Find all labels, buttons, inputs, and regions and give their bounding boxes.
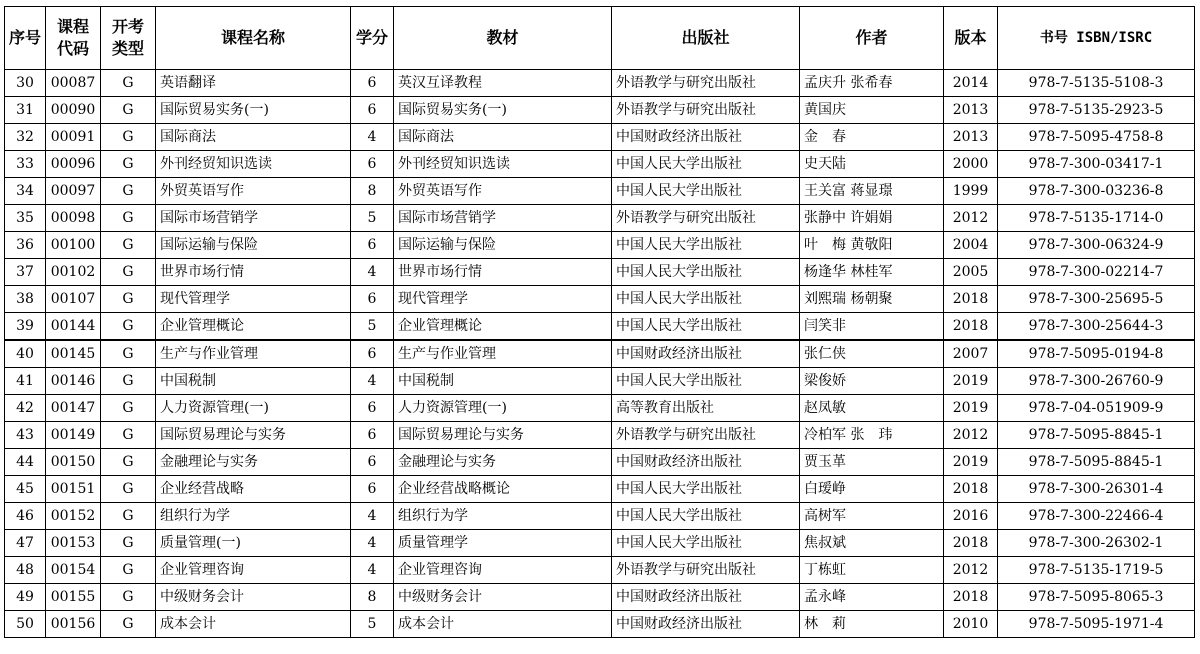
cell-course-code: 00156 <box>46 611 101 638</box>
cell-exam-type: G <box>101 232 156 259</box>
cell-credit: 4 <box>351 530 394 557</box>
cell-isbn: 978-7-300-26301-4 <box>998 476 1195 503</box>
cell-exam-type: G <box>101 124 156 151</box>
cell-textbook: 国际贸易理论与实务 <box>394 422 612 449</box>
cell-course-code: 00087 <box>46 70 101 97</box>
cell-edition: 2013 <box>944 97 998 124</box>
cell-course-name: 世界市场行情 <box>156 259 351 286</box>
cell-author: 杨逢华 林桂军 <box>800 259 944 286</box>
cell-edition: 2016 <box>944 503 998 530</box>
cell-textbook: 组织行为学 <box>394 503 612 530</box>
cell-course-name: 现代管理学 <box>156 286 351 313</box>
cell-publisher: 中国财政经济出版社 <box>612 124 800 151</box>
cell-isbn: 978-7-5095-4758-8 <box>998 124 1195 151</box>
cell-course-code: 00145 <box>46 340 101 368</box>
textbook-table <box>4 6 1195 638</box>
cell-seq: 34 <box>5 178 46 205</box>
cell-course-name: 成本会计 <box>156 611 351 638</box>
cell-seq: 41 <box>5 368 46 395</box>
cell-edition: 1999 <box>944 178 998 205</box>
cell-edition: 2004 <box>944 232 998 259</box>
cell-course-code: 00107 <box>46 286 101 313</box>
cell-publisher: 中国财政经济出版社 <box>612 449 800 476</box>
table-row <box>5 340 1195 368</box>
cell-edition: 2012 <box>944 557 998 584</box>
table-row <box>5 178 1195 205</box>
cell-edition: 2007 <box>944 340 998 368</box>
header-textbook: 教材 <box>394 7 612 70</box>
cell-isbn: 978-7-5135-1714-0 <box>998 205 1195 232</box>
cell-publisher: 中国财政经济出版社 <box>612 584 800 611</box>
cell-credit: 6 <box>351 476 394 503</box>
cell-author: 林 莉 <box>800 611 944 638</box>
cell-exam-type: G <box>101 313 156 341</box>
cell-seq: 36 <box>5 232 46 259</box>
header-row <box>5 7 1195 70</box>
cell-course-name: 企业管理咨询 <box>156 557 351 584</box>
cell-seq: 35 <box>5 205 46 232</box>
cell-seq: 33 <box>5 151 46 178</box>
cell-course-code: 00097 <box>46 178 101 205</box>
cell-textbook: 企业管理概论 <box>394 313 612 341</box>
cell-author: 金 春 <box>800 124 944 151</box>
cell-isbn: 978-7-5095-1971-4 <box>998 611 1195 638</box>
cell-textbook: 中国税制 <box>394 368 612 395</box>
cell-course-code: 00150 <box>46 449 101 476</box>
cell-edition: 2018 <box>944 313 998 341</box>
cell-isbn: 978-7-5095-0194-8 <box>998 340 1195 368</box>
cell-course-code: 00155 <box>46 584 101 611</box>
cell-credit: 6 <box>351 151 394 178</box>
cell-seq: 49 <box>5 584 46 611</box>
cell-course-name: 国际商法 <box>156 124 351 151</box>
cell-textbook: 外贸英语写作 <box>394 178 612 205</box>
cell-exam-type: G <box>101 286 156 313</box>
cell-exam-type: G <box>101 557 156 584</box>
cell-seq: 45 <box>5 476 46 503</box>
cell-author: 高树军 <box>800 503 944 530</box>
cell-exam-type: G <box>101 151 156 178</box>
cell-edition: 2019 <box>944 395 998 422</box>
table-row <box>5 395 1195 422</box>
cell-exam-type: G <box>101 368 156 395</box>
table-row <box>5 611 1195 638</box>
cell-course-code: 00090 <box>46 97 101 124</box>
cell-course-code: 00147 <box>46 395 101 422</box>
cell-isbn: 978-7-300-22466-4 <box>998 503 1195 530</box>
cell-exam-type: G <box>101 97 156 124</box>
cell-seq: 37 <box>5 259 46 286</box>
cell-course-name: 企业管理概论 <box>156 313 351 341</box>
table-body <box>5 70 1195 638</box>
cell-publisher: 中国人民大学出版社 <box>612 476 800 503</box>
cell-textbook: 国际商法 <box>394 124 612 151</box>
cell-edition: 2018 <box>944 584 998 611</box>
cell-exam-type: G <box>101 205 156 232</box>
cell-textbook: 现代管理学 <box>394 286 612 313</box>
cell-textbook: 成本会计 <box>394 611 612 638</box>
cell-author: 白瑷峥 <box>800 476 944 503</box>
cell-exam-type: G <box>101 476 156 503</box>
cell-course-code: 00154 <box>46 557 101 584</box>
cell-publisher: 中国财政经济出版社 <box>612 611 800 638</box>
cell-isbn: 978-7-300-25644-3 <box>998 313 1195 341</box>
cell-course-name: 国际贸易实务(一) <box>156 97 351 124</box>
cell-credit: 6 <box>351 395 394 422</box>
cell-exam-type: G <box>101 259 156 286</box>
cell-course-name: 国际贸易理论与实务 <box>156 422 351 449</box>
cell-edition: 2014 <box>944 70 998 97</box>
cell-course-name: 人力资源管理(一) <box>156 395 351 422</box>
cell-publisher: 外语教学与研究出版社 <box>612 557 800 584</box>
cell-seq: 42 <box>5 395 46 422</box>
cell-edition: 2000 <box>944 151 998 178</box>
cell-publisher: 中国人民大学出版社 <box>612 313 800 341</box>
cell-seq: 39 <box>5 313 46 341</box>
cell-author: 张静中 许娟娟 <box>800 205 944 232</box>
cell-edition: 2013 <box>944 124 998 151</box>
cell-course-code: 00153 <box>46 530 101 557</box>
cell-author: 冷柏军 张 玮 <box>800 422 944 449</box>
table-row <box>5 557 1195 584</box>
cell-isbn: 978-7-5135-2923-5 <box>998 97 1195 124</box>
cell-edition: 2018 <box>944 286 998 313</box>
cell-credit: 8 <box>351 178 394 205</box>
cell-credit: 5 <box>351 611 394 638</box>
cell-publisher: 高等教育出版社 <box>612 395 800 422</box>
cell-exam-type: G <box>101 395 156 422</box>
table-row <box>5 259 1195 286</box>
cell-course-name: 中级财务会计 <box>156 584 351 611</box>
cell-isbn: 978-7-300-03417-1 <box>998 151 1195 178</box>
cell-course-code: 00098 <box>46 205 101 232</box>
table-row <box>5 97 1195 124</box>
cell-author: 王关富 蒋显璟 <box>800 178 944 205</box>
header-edition: 版本 <box>944 7 998 70</box>
header-course-code: 课程代码 <box>46 7 101 70</box>
cell-credit: 6 <box>351 422 394 449</box>
cell-course-code: 00149 <box>46 422 101 449</box>
table-row <box>5 584 1195 611</box>
cell-exam-type: G <box>101 422 156 449</box>
cell-credit: 5 <box>351 205 394 232</box>
cell-textbook: 世界市场行情 <box>394 259 612 286</box>
header-publisher: 出版社 <box>612 7 800 70</box>
cell-course-name: 生产与作业管理 <box>156 340 351 368</box>
cell-publisher: 中国人民大学出版社 <box>612 232 800 259</box>
table-row <box>5 313 1195 341</box>
cell-isbn: 978-7-5095-8845-1 <box>998 422 1195 449</box>
cell-course-name: 金融理论与实务 <box>156 449 351 476</box>
cell-edition: 2019 <box>944 449 998 476</box>
cell-credit: 6 <box>351 232 394 259</box>
cell-author: 黄国庆 <box>800 97 944 124</box>
cell-course-code: 00096 <box>46 151 101 178</box>
header-course-name: 课程名称 <box>156 7 351 70</box>
cell-publisher: 外语教学与研究出版社 <box>612 205 800 232</box>
cell-isbn: 978-7-5095-8065-3 <box>998 584 1195 611</box>
cell-credit: 4 <box>351 124 394 151</box>
cell-publisher: 外语教学与研究出版社 <box>612 97 800 124</box>
cell-textbook: 中级财务会计 <box>394 584 612 611</box>
table-row <box>5 70 1195 97</box>
cell-author: 孟永峰 <box>800 584 944 611</box>
cell-author: 闫笑非 <box>800 313 944 341</box>
cell-publisher: 外语教学与研究出版社 <box>612 70 800 97</box>
cell-course-code: 00152 <box>46 503 101 530</box>
cell-textbook: 外刊经贸知识选读 <box>394 151 612 178</box>
cell-publisher: 中国人民大学出版社 <box>612 286 800 313</box>
cell-edition: 2018 <box>944 476 998 503</box>
cell-textbook: 企业管理咨询 <box>394 557 612 584</box>
cell-course-code: 00100 <box>46 232 101 259</box>
table-row <box>5 422 1195 449</box>
cell-course-name: 英语翻译 <box>156 70 351 97</box>
cell-textbook: 人力资源管理(一) <box>394 395 612 422</box>
cell-credit: 6 <box>351 340 394 368</box>
cell-course-code: 00091 <box>46 124 101 151</box>
cell-publisher: 中国人民大学出版社 <box>612 503 800 530</box>
cell-isbn: 978-7-5135-1719-5 <box>998 557 1195 584</box>
cell-credit: 4 <box>351 259 394 286</box>
cell-author: 丁栋虹 <box>800 557 944 584</box>
cell-course-name: 国际运输与保险 <box>156 232 351 259</box>
cell-publisher: 中国人民大学出版社 <box>612 259 800 286</box>
cell-textbook: 质量管理学 <box>394 530 612 557</box>
cell-exam-type: G <box>101 70 156 97</box>
cell-seq: 30 <box>5 70 46 97</box>
cell-credit: 8 <box>351 584 394 611</box>
cell-publisher: 中国人民大学出版社 <box>612 151 800 178</box>
cell-course-code: 00146 <box>46 368 101 395</box>
cell-credit: 5 <box>351 313 394 341</box>
cell-publisher: 中国人民大学出版社 <box>612 530 800 557</box>
header-credit: 学分 <box>351 7 394 70</box>
document-page <box>4 6 1195 638</box>
cell-seq: 48 <box>5 557 46 584</box>
cell-edition: 2018 <box>944 530 998 557</box>
cell-credit: 4 <box>351 503 394 530</box>
cell-publisher: 外语教学与研究出版社 <box>612 422 800 449</box>
table-row <box>5 205 1195 232</box>
header-exam-type: 开考类型 <box>101 7 156 70</box>
cell-credit: 6 <box>351 286 394 313</box>
cell-author: 贾玉革 <box>800 449 944 476</box>
cell-author: 赵凤敏 <box>800 395 944 422</box>
cell-author: 焦叔斌 <box>800 530 944 557</box>
cell-credit: 6 <box>351 97 394 124</box>
cell-exam-type: G <box>101 503 156 530</box>
cell-isbn: 978-7-300-25695-5 <box>998 286 1195 313</box>
cell-course-name: 国际市场营销学 <box>156 205 351 232</box>
cell-course-name: 组织行为学 <box>156 503 351 530</box>
cell-credit: 4 <box>351 557 394 584</box>
cell-isbn: 978-7-300-06324-9 <box>998 232 1195 259</box>
cell-seq: 46 <box>5 503 46 530</box>
cell-seq: 47 <box>5 530 46 557</box>
cell-edition: 2012 <box>944 422 998 449</box>
cell-exam-type: G <box>101 530 156 557</box>
cell-edition: 2012 <box>944 205 998 232</box>
table-row <box>5 151 1195 178</box>
cell-seq: 50 <box>5 611 46 638</box>
table-row <box>5 232 1195 259</box>
cell-course-code: 00144 <box>46 313 101 341</box>
cell-isbn: 978-7-300-26302-1 <box>998 530 1195 557</box>
cell-author: 孟庆升 张希春 <box>800 70 944 97</box>
cell-edition: 2010 <box>944 611 998 638</box>
cell-author: 史天陆 <box>800 151 944 178</box>
header-isbn: 书号 ISBN/ISRC <box>998 7 1195 70</box>
cell-author: 梁俊娇 <box>800 368 944 395</box>
cell-seq: 43 <box>5 422 46 449</box>
cell-isbn: 978-7-5135-5108-3 <box>998 70 1195 97</box>
cell-exam-type: G <box>101 449 156 476</box>
cell-credit: 6 <box>351 70 394 97</box>
cell-course-name: 外刊经贸知识选读 <box>156 151 351 178</box>
table-row <box>5 368 1195 395</box>
cell-isbn: 978-7-300-02214-7 <box>998 259 1195 286</box>
cell-publisher: 中国人民大学出版社 <box>612 368 800 395</box>
cell-exam-type: G <box>101 611 156 638</box>
cell-isbn: 978-7-300-26760-9 <box>998 368 1195 395</box>
cell-seq: 31 <box>5 97 46 124</box>
cell-seq: 40 <box>5 340 46 368</box>
cell-author: 刘熙瑞 杨朝聚 <box>800 286 944 313</box>
cell-textbook: 企业经营战略概论 <box>394 476 612 503</box>
cell-isbn: 978-7-5095-8845-1 <box>998 449 1195 476</box>
cell-publisher: 中国人民大学出版社 <box>612 178 800 205</box>
table-row <box>5 286 1195 313</box>
cell-course-name: 外贸英语写作 <box>156 178 351 205</box>
cell-isbn: 978-7-300-03236-8 <box>998 178 1195 205</box>
cell-author: 张仁侠 <box>800 340 944 368</box>
table-row <box>5 449 1195 476</box>
cell-textbook: 国际市场营销学 <box>394 205 612 232</box>
table-row <box>5 124 1195 151</box>
header-seq: 序号 <box>5 7 46 70</box>
cell-edition: 2019 <box>944 368 998 395</box>
cell-seq: 44 <box>5 449 46 476</box>
cell-textbook: 生产与作业管理 <box>394 340 612 368</box>
cell-seq: 32 <box>5 124 46 151</box>
cell-edition: 2005 <box>944 259 998 286</box>
cell-course-name: 企业经营战略 <box>156 476 351 503</box>
cell-course-code: 00151 <box>46 476 101 503</box>
table-row <box>5 530 1195 557</box>
cell-course-name: 质量管理(一) <box>156 530 351 557</box>
cell-seq: 38 <box>5 286 46 313</box>
cell-exam-type: G <box>101 340 156 368</box>
cell-textbook: 英汉互译教程 <box>394 70 612 97</box>
table-row <box>5 476 1195 503</box>
cell-publisher: 中国财政经济出版社 <box>612 340 800 368</box>
cell-author: 叶 梅 黄敬阳 <box>800 232 944 259</box>
table-row <box>5 503 1195 530</box>
header-author: 作者 <box>800 7 944 70</box>
cell-textbook: 金融理论与实务 <box>394 449 612 476</box>
cell-credit: 4 <box>351 368 394 395</box>
cell-credit: 6 <box>351 449 394 476</box>
cell-exam-type: G <box>101 178 156 205</box>
cell-exam-type: G <box>101 584 156 611</box>
cell-textbook: 国际运输与保险 <box>394 232 612 259</box>
cell-course-code: 00102 <box>46 259 101 286</box>
cell-course-name: 中国税制 <box>156 368 351 395</box>
cell-isbn: 978-7-04-051909-9 <box>998 395 1195 422</box>
cell-textbook: 国际贸易实务(一) <box>394 97 612 124</box>
